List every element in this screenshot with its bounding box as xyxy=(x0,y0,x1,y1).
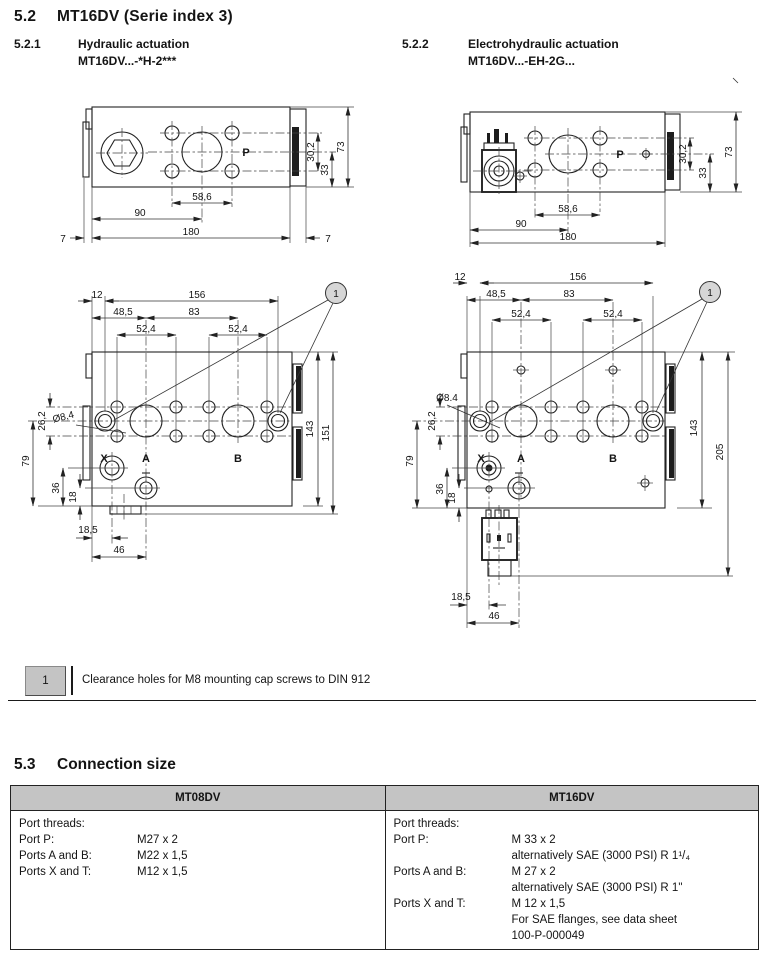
dim-180: 180 xyxy=(182,227,200,238)
dim-73: 73 xyxy=(724,146,735,158)
mt16dv-column xyxy=(385,811,759,949)
stray-mark xyxy=(733,78,738,83)
balloon-1-label: 1 xyxy=(333,289,339,300)
footnote-divider xyxy=(71,666,73,695)
port-label-b: B xyxy=(609,453,617,465)
dim-58-6: 58,6 xyxy=(192,192,212,203)
footnote-row xyxy=(8,666,756,701)
section-53-heading xyxy=(14,756,176,774)
row-value: M22 x 1,5 xyxy=(137,850,188,862)
dim-18-5: 18,5 xyxy=(78,525,98,536)
dim-58-6: 58,6 xyxy=(558,204,578,215)
dim-18: 18 xyxy=(447,492,458,504)
row-label: Port P: xyxy=(19,834,55,846)
section-52-number: 5.2 xyxy=(14,8,37,25)
table-row xyxy=(19,864,377,880)
dim-30-2: 30,2 xyxy=(306,142,317,162)
table-row xyxy=(394,864,751,880)
row-value: alternatively SAE (3000 PSI) R 1" xyxy=(511,882,683,894)
row-value: M 33 x 2 xyxy=(511,834,556,846)
table-row xyxy=(394,912,751,928)
dim-90: 90 xyxy=(515,219,527,230)
port-label-a: A xyxy=(517,453,525,465)
row-label xyxy=(394,848,512,864)
dim-48-5: 48,5 xyxy=(486,289,506,300)
dim-143: 143 xyxy=(689,419,700,437)
dim-156: 156 xyxy=(188,290,206,301)
dim-143: 143 xyxy=(305,420,316,438)
table-row xyxy=(19,848,377,864)
port-label-x: X xyxy=(477,453,485,465)
dim-26-2: 26,2 xyxy=(427,411,438,431)
dim-18: 18 xyxy=(68,491,79,503)
dim-36: 36 xyxy=(51,482,62,494)
section-52-title: MT16DV (Serie index 3) xyxy=(57,8,233,25)
dim-dia-8-4: Ø8.4 xyxy=(436,393,458,404)
row-value: alternatively SAE (3000 PSI) R 1¹/₄ xyxy=(511,850,691,862)
port-label-x: X xyxy=(100,453,108,465)
row-label xyxy=(394,928,512,944)
subsection-522-number: 5.2.2 xyxy=(402,37,429,51)
subsection-521-line2: MT16DV...-*H-2*** xyxy=(78,54,177,68)
technical-drawings xyxy=(0,60,769,660)
dim-52-4-b: 52,4 xyxy=(603,309,623,320)
row-value: For SAE flanges, see data sheet xyxy=(511,914,678,926)
port-label-p: P xyxy=(616,149,624,161)
section-53-title: Connection size xyxy=(57,756,176,773)
table-header-row xyxy=(11,786,758,811)
connection-size-table xyxy=(10,785,759,950)
subsection-521-number: 5.2.1 xyxy=(14,37,41,51)
dim-156: 156 xyxy=(569,272,587,283)
drawing-electrohydraulic-front-view xyxy=(405,272,735,628)
row-label: Ports X and T: xyxy=(19,866,92,878)
dim-151: 151 xyxy=(321,424,332,442)
section-53-number: 5.3 xyxy=(14,756,36,773)
dim-7-right: 7 xyxy=(325,234,331,245)
dim-83: 83 xyxy=(188,307,200,318)
dim-46: 46 xyxy=(488,611,500,622)
mt08dv-column xyxy=(11,811,385,949)
row-value: M27 x 2 xyxy=(137,834,178,846)
table-row xyxy=(394,832,751,848)
mt08-port-threads-label: Port threads: xyxy=(19,818,85,830)
balloon-1-label: 1 xyxy=(707,288,713,299)
port-label-b: B xyxy=(234,453,242,465)
subsection-522-line2: MT16DV...-EH-2G... xyxy=(468,54,575,68)
dim-33: 33 xyxy=(698,167,709,179)
dim-73: 73 xyxy=(336,141,347,153)
dim-180: 180 xyxy=(559,232,577,243)
dim-26-2: 26,2 xyxy=(37,411,48,431)
dim-79: 79 xyxy=(21,455,32,467)
dim-18-5: 18,5 xyxy=(451,592,471,603)
dim-46: 46 xyxy=(113,545,125,556)
table-row xyxy=(394,896,751,912)
subsection-522-line1: Electrohydraulic actuation xyxy=(468,37,619,51)
dim-52-4-b: 52,4 xyxy=(228,324,248,335)
dim-205: 205 xyxy=(715,443,726,461)
row-value: 100-P-000049 xyxy=(511,930,585,942)
port-label-a: A xyxy=(142,453,150,465)
dim-36: 36 xyxy=(435,483,446,495)
table-body xyxy=(11,811,758,949)
dim-33: 33 xyxy=(320,164,331,176)
footnote-number: 1 xyxy=(25,666,66,696)
row-label: Port P: xyxy=(393,834,429,846)
dim-79: 79 xyxy=(405,455,416,467)
port-label-p: P xyxy=(242,147,250,159)
dim-12: 12 xyxy=(91,290,103,301)
column-header-mt08dv: MT08DV xyxy=(175,792,221,804)
dim-83: 83 xyxy=(563,289,575,300)
dim-52-4-a: 52,4 xyxy=(511,309,531,320)
table-row xyxy=(394,928,751,944)
column-header-mt16dv: MT16DV xyxy=(385,786,759,810)
row-label xyxy=(394,880,512,896)
row-value: M12 x 1,5 xyxy=(137,866,188,878)
drawing-hydraulic-top-view xyxy=(60,107,354,245)
dim-48-5: 48,5 xyxy=(113,307,133,318)
dim-12: 12 xyxy=(454,272,466,283)
mt16-port-threads-label: Port threads: xyxy=(393,818,460,830)
table-row xyxy=(394,848,751,864)
drawing-electrohydraulic-top-view xyxy=(461,78,742,247)
table-row xyxy=(19,832,377,848)
dim-52-4-a: 52,4 xyxy=(136,324,156,335)
row-value: M 27 x 2 xyxy=(511,866,556,878)
dim-dia-8-4: Ø8,4 xyxy=(51,409,76,426)
row-label xyxy=(394,912,512,928)
subsection-521-line1: Hydraulic actuation xyxy=(78,37,190,51)
row-label: Ports A and B: xyxy=(393,866,467,878)
dim-90: 90 xyxy=(134,208,146,219)
section-52-heading xyxy=(14,8,233,26)
dim-30-2: 30,2 xyxy=(678,144,689,164)
table-row xyxy=(394,880,751,896)
dim-7-left: 7 xyxy=(60,234,66,245)
row-value: M 12 x 1,5 xyxy=(511,898,566,910)
drawing-hydraulic-front-view xyxy=(21,283,347,563)
row-label: Ports A and B: xyxy=(19,850,92,862)
footnote-text: Clearance holes for M8 mounting cap screws to DIN 912 xyxy=(82,674,371,686)
row-label: Ports X and T: xyxy=(393,898,466,910)
